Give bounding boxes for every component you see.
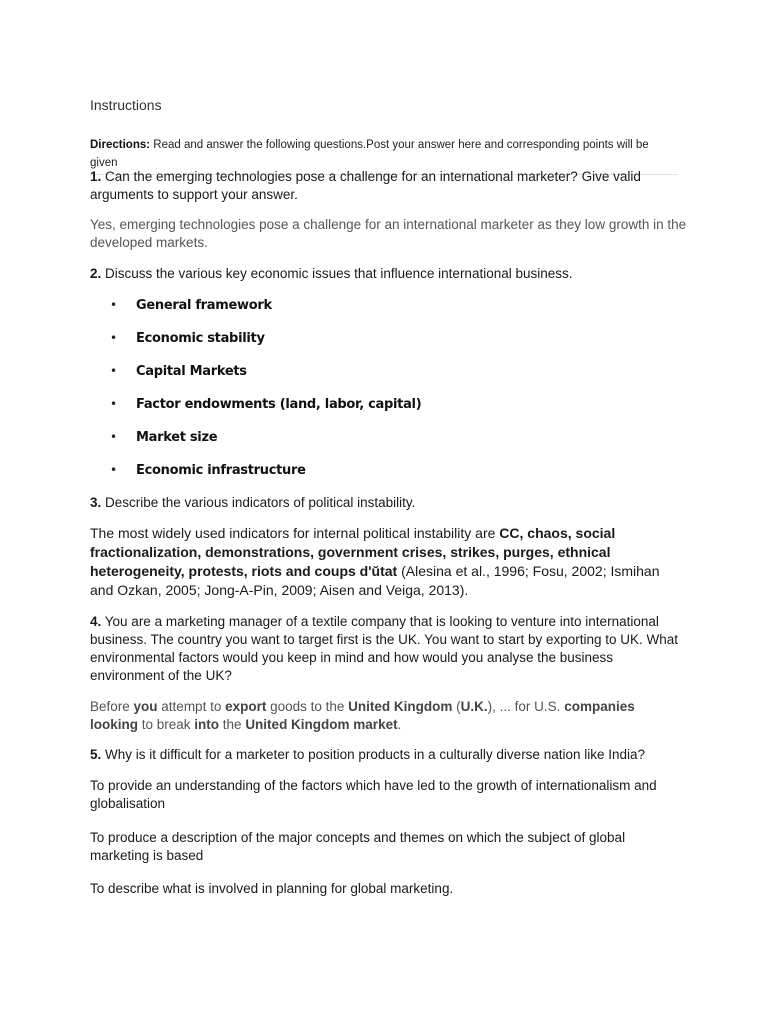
answer-5-item: To describe what is involved in planning for global marketing. <box>90 881 454 896</box>
bullet-icon: • <box>110 331 117 345</box>
bullet-icon: • <box>110 298 117 312</box>
question-text: Why is it difficult for a marketer to position products in a culturally diverse nation like India? <box>101 747 646 762</box>
list-item-text: Market size <box>136 430 218 445</box>
answer-5-item: To produce a description of the major concepts and themes on which the subject of global marketing is based <box>90 830 626 863</box>
answer-text: Before <box>90 699 134 714</box>
answer-references: (Alesina et al., 1996; Fosu, 2002; Ismihan and Ozkan, 2005; Jong-A-Pin, 2009; Aisen and Veiga, 2013). <box>90 563 660 598</box>
question-text: You are a marketing manager of a textile company that is looking to venture into international business. The country you want to target first is the UK. You want to start by exporting to UK. What environmental factors would you keep in mind and how would you analyse the business environment of the UK? <box>90 614 679 683</box>
question-text: Discuss the various key economic issues that influence international business. <box>101 266 573 281</box>
list-item <box>110 430 510 463</box>
question-1 <box>90 168 650 204</box>
answer-emphasis: companies looking <box>90 699 635 732</box>
answer-text: to break <box>138 717 195 732</box>
answer-text: the <box>219 717 246 732</box>
list-item <box>110 463 510 496</box>
list-item <box>110 364 510 397</box>
answer-1: Yes, emerging technologies pose a challenge for an international marketer as they low growth in the developed markets. <box>90 217 687 250</box>
answer-emphasis: into <box>194 717 220 732</box>
page-title: Instructions <box>90 97 162 113</box>
answer-emphasis: export <box>225 699 267 714</box>
list-item-text: Capital Markets <box>136 364 247 379</box>
answer-emphasis: U.K. <box>460 699 488 714</box>
question-text: Describe the various indicators of political instability. <box>101 495 416 510</box>
question-number: 4. <box>90 614 102 629</box>
answer-text: goods to the <box>266 699 349 714</box>
question-number: 3. <box>90 495 102 510</box>
answer-text: attempt to <box>157 699 226 714</box>
answer-intro: The most widely used indicators for internal political instability are <box>90 525 500 541</box>
question-text: Can the emerging technologies pose a challenge for an international marketer? Give valid arguments to support your answer. <box>90 169 641 202</box>
question-number: 1. <box>90 169 102 184</box>
question-number: 5. <box>90 747 102 762</box>
list-item <box>110 397 510 430</box>
list-item-text: General framework <box>136 298 272 313</box>
list-item <box>110 331 510 364</box>
answer-3 <box>90 524 670 600</box>
question-4 <box>90 613 682 685</box>
question-5 <box>90 746 690 764</box>
answer-text: ( <box>452 699 461 714</box>
directions-text: Read and answer the following questions.Post your answer here and corresponding points will be given <box>90 139 649 169</box>
answer-emphasis: United Kingdom market <box>245 717 398 732</box>
directions-label: Directions: <box>90 139 151 151</box>
answer-emphasis: you <box>133 699 158 714</box>
answer-emphasis: United Kingdom <box>348 699 453 714</box>
economic-issues-list <box>110 298 510 496</box>
list-item-text: Economic stability <box>136 331 265 346</box>
bullet-icon: • <box>110 397 117 411</box>
answer-text: . <box>397 717 402 732</box>
bullet-icon: • <box>110 430 117 444</box>
answer-4 <box>90 698 650 734</box>
answer-indicators: CC, chaos, social fractionalization, demonstrations, government crises, strikes, purges, ethnical heterogeneity, protests, riots and coups d'ŭtat <box>90 525 616 579</box>
list-item-text: Factor endowments (land, labor, capital) <box>136 397 422 412</box>
list-item <box>110 298 510 331</box>
list-item-text: Economic infrastructure <box>136 463 306 478</box>
bullet-icon: • <box>110 364 117 378</box>
answer-5-item: To provide an understanding of the factors which have led to the growth of internationalism and globalisation <box>90 778 657 811</box>
question-3 <box>90 494 690 512</box>
question-2 <box>90 265 690 283</box>
bullet-icon: • <box>110 463 117 477</box>
question-number: 2. <box>90 266 102 281</box>
answer-text: ), ... for U.S. <box>487 699 565 714</box>
